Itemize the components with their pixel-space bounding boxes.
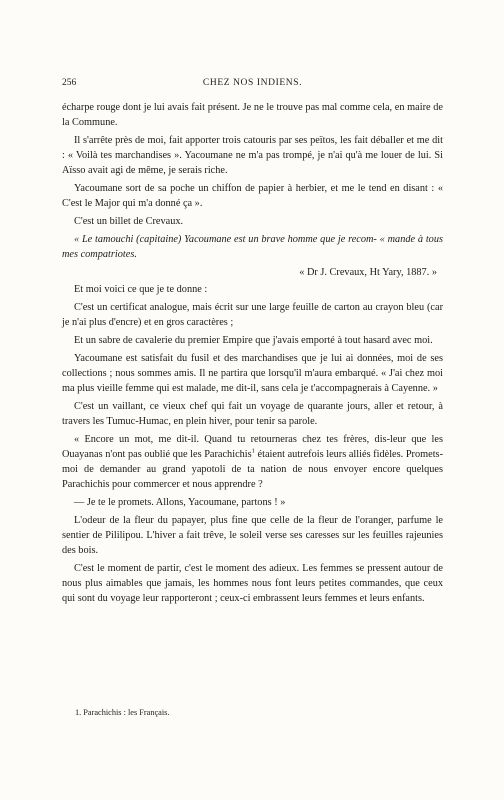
paragraph-4: C'est un billet de Crevaux. <box>74 215 184 227</box>
page-number: 256 <box>62 78 77 88</box>
paragraph-12: L'odeur de la fleur du papayer, plus fine que celle de la fleur de l'oranger, parfume le sentier de Pililipou. L'hiver a fait trêve, le soleil verse ses caresses sur les feuilles rajeunies des bois. <box>62 514 443 556</box>
running-title: CHEZ NOS INDIENS. <box>202 78 303 88</box>
body-text <box>62 100 443 609</box>
paragraph-11: — Je te le promets. Allons, Yacoumane, partons ! » <box>74 496 286 508</box>
paragraph-6: C'est un certificat analogue, mais écrit sur une large feuille de carton au crayon bleu (car je n'ai plus d'encre) et en gros caractères ; <box>62 301 443 329</box>
paragraph-13: C'est le moment de partir, c'est le moment des adieux. Les femmes se pressent autour de nous plus aimables que jamais, les hommes nous font leurs petites commandes, que ceux qui sont du voyage leur rapporteront ; ceux-ci embrassent leurs femmes et leurs enfants. <box>62 562 443 605</box>
paragraph-1: écharpe rouge dont je lui avais fait présent. Je ne le trouve pas mal comme cela, en maire de la Commune. <box>62 102 443 129</box>
paragraph-5: Et moi voici ce que je te donne : <box>74 284 208 296</box>
paragraph-3: Yacoumane sort de sa poche un chiffon de papier à herbier, et me le tend en disant : « C'est le Major qui m'a donné ça ». <box>62 183 443 210</box>
paragraph-8: Yacoumane est satisfait du fusil et des marchandises que je lui ai données, moi de ses collections ; nous sommes amis. Il ne partira que lorsqu'il m'aura embarqué. « J'ai chez moi ma plus vieille femme qui est malade, me dit-il, sans cela je t'accompagnerais à Cayenne. » <box>62 352 443 394</box>
footnote-marker: 1 <box>251 447 255 455</box>
paragraph-10-part-2: étaient autrefois leurs alliés fidèles. Promets-moi de demander au grand yapotoli de ta nation de nous envoyer encore quelques Parachichis pour commercer et nous apprendre ? <box>62 448 443 491</box>
paragraph-10 <box>62 432 443 493</box>
quoted-note-text: « Le tamouchi (capitaine) Yacoumane est un brave homme que je recom- « mande à tous mes compatriotes. <box>62 233 443 260</box>
paragraph-9: C'est un vaillant, ce vieux chef qui fait un voyage de quarante jours, aller et retour, à travers les Tumuc-Humac, en plein hiver, pour tenir sa parole. <box>62 400 443 427</box>
footnote: 1. Parachichis : les Français. <box>75 708 170 717</box>
quoted-note <box>62 232 443 262</box>
page-header <box>62 76 443 90</box>
paragraph-2: Il s'arrête près de moi, fait apporter trois catouris par ses peïtos, les fait déballer et me dit : « Voilà tes marchandises ». Yacoumane ne m'a pas trompé, je n'ai qu'à me louer de lui. Si Aïsso avait agi de même, je serais riche. <box>62 134 443 177</box>
signature-line: « Dr J. Crevaux, Ht Yary, 1887. » <box>299 266 437 278</box>
paragraph-10-part-1: « Encore un mot, me dit-il. Quand tu retourneras chez tes frères, dis-leur que les Ouayanas n'ont pas oublié que les Parachichis <box>62 433 443 460</box>
paragraph-7: Et un sabre de cavalerie du premier Empire que j'avais emporté à tout hasard avec moi. <box>74 334 433 346</box>
